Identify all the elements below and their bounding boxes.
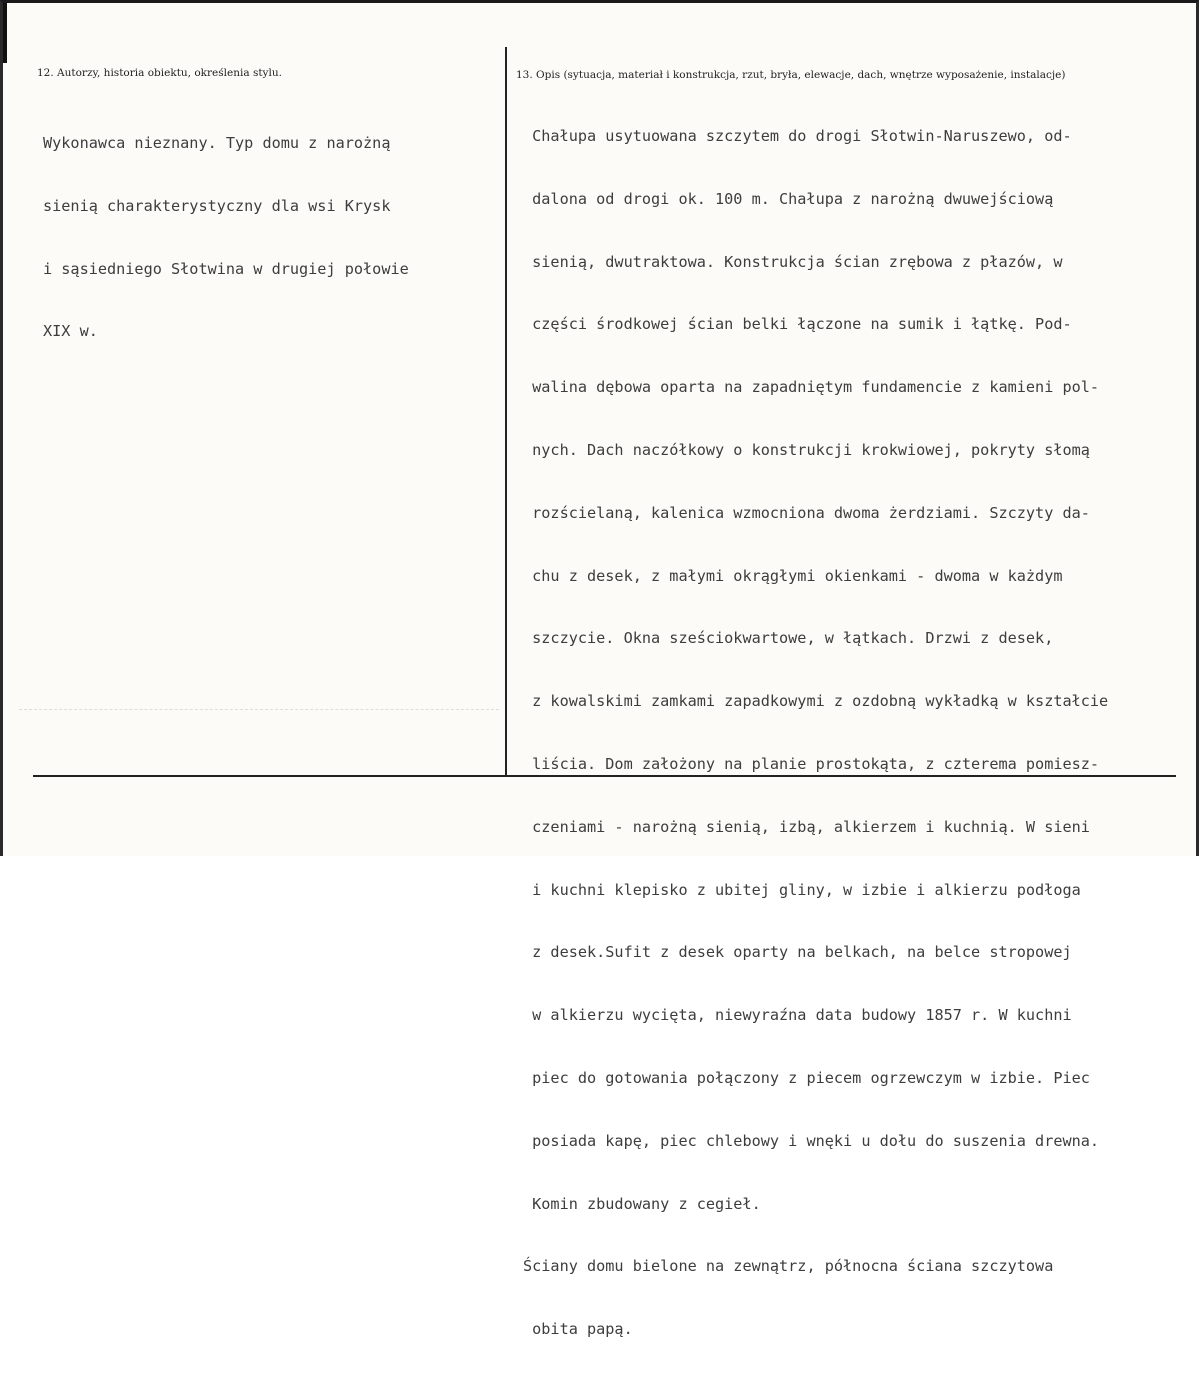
section-13-line: czeniami - narożną sienią, izbą, alkierzem i kuchnią. W sieni <box>523 817 1090 836</box>
section-13-line: liścia. Dom założony na planie prostokąta, z czterema pomiesz- <box>523 754 1100 773</box>
section-13-line: obita papą. <box>523 1320 633 1339</box>
section-13-line: sienią, dwutraktowa. Konstrukcja ścian zrębowa z płazów, w <box>523 252 1063 271</box>
section-13-line: z desek.Sufit z desek oparty na belkach, na belce stropowej <box>523 943 1072 962</box>
section-13-line: z kowalskimi zamkami zapadkowymi z ozdobną wykładką w kształcie <box>523 692 1109 711</box>
section-13-line: dalona od drogi ok. 100 m. Chałupa z narożną dwuwejściową <box>523 189 1054 208</box>
section-12-text <box>43 94 409 381</box>
section-13-line: Komin zbudowany z cegieł. <box>523 1194 761 1213</box>
section-12-line: Wykonawca nieznany. Typ domu z narożną <box>43 134 391 152</box>
section-13-line: piec do gotowania połączony z piecem ogrzewczym w izbie. Piec <box>523 1068 1090 1087</box>
section-13-line: nych. Dach naczółkowy o konstrukcji krokwiowej, pokryty słomą <box>523 440 1090 459</box>
section-13-line: posiada kapę, piec chlebowy i wnęki u dołu do suszenia drewna. <box>523 1131 1100 1150</box>
section-13-line: chu z desek, z małymi okrągłymi okienkami - dwoma w każdym <box>523 566 1063 585</box>
section-12-label: 12. Autorzy, historia obiektu, określenia stylu. <box>37 67 282 79</box>
section-13-text <box>523 87 1108 1379</box>
section-13-line: szczycie. Okna sześciokwartowe, w łątkach. Drzwi z desek, <box>523 629 1054 648</box>
section-13-line: w alkierzu wycięta, niewyraźna data budowy 1857 r. W kuchni <box>523 1006 1072 1025</box>
faint-guide-line <box>19 709 499 710</box>
section-13-line: walina dębowa oparta na zapadniętym fundamencie z kamieni pol- <box>523 378 1100 397</box>
section-13-line: i kuchni klepisko z ubitej gliny, w izbie i alkierzu podłoga <box>523 880 1081 899</box>
card-corner-mark <box>3 3 21 63</box>
section-12-line: i sąsiedniego Słotwina w drugiej połowie <box>43 259 409 278</box>
column-divider <box>505 47 507 775</box>
section-13-line: części środkowej ścian belki łączone na sumik i łątkę. Pod- <box>523 315 1072 334</box>
section-13-line: Ściany domu bielone na zewnątrz, północna ściana szczytowa <box>523 1257 1054 1276</box>
section-12-line: XIX w. <box>43 322 98 341</box>
section-13-line: rozścielaną, kalenica wzmocniona dwoma żerdziami. Szczyty da- <box>523 503 1090 522</box>
section-13-label: 13. Opis (sytuacja, materiał i konstrukcja, rzut, bryła, elewacje, dach, wnętrze wyposażenie, instalacje) <box>516 69 1066 81</box>
section-12-line: sienią charakterystyczny dla wsi Krysk <box>43 196 391 215</box>
section-13-line: Chałupa usytuowana szczytem do drogi Słotwin-Naruszewo, od- <box>523 127 1072 145</box>
